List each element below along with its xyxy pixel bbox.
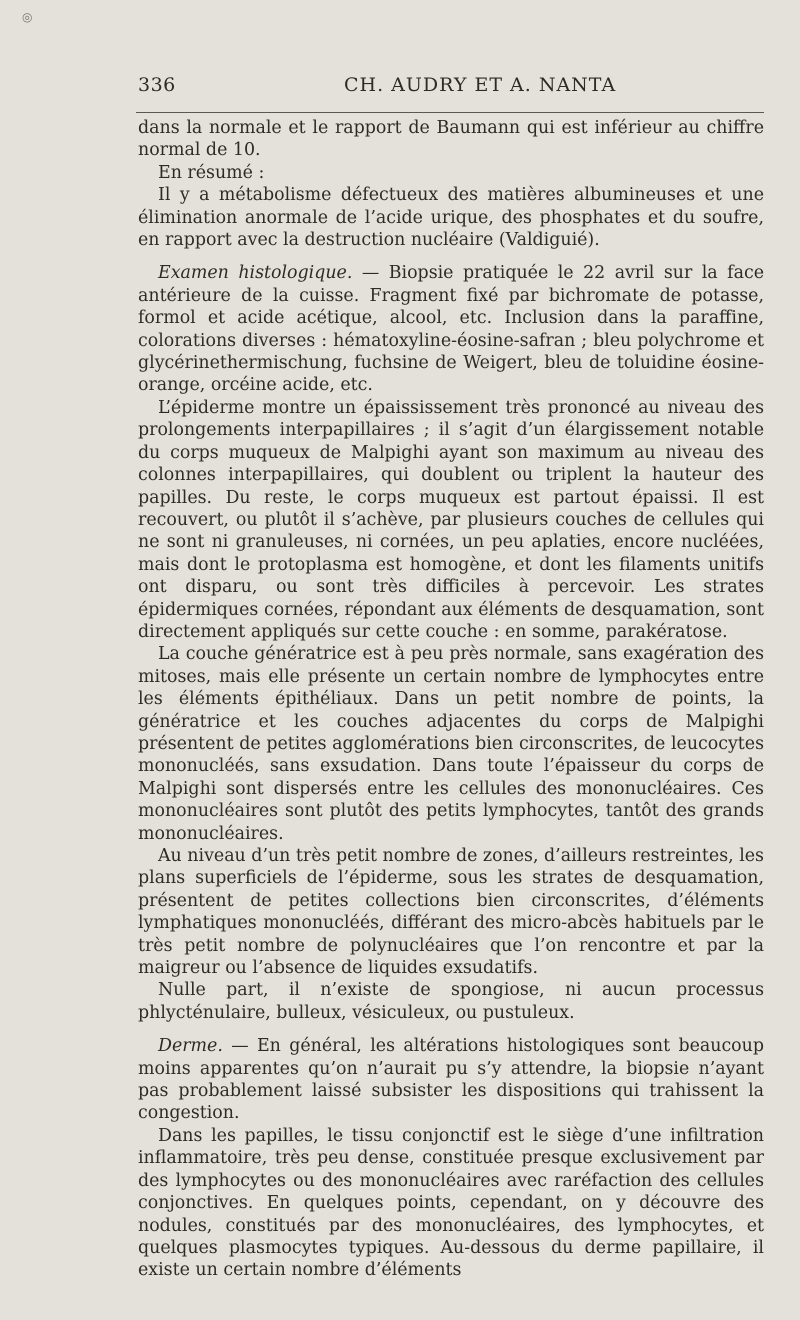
page-number: 336 — [138, 74, 176, 96]
paragraph-summary: Il y a métabolisme défectueux des matières albumineuses et une élimination anormale de l’acide urique, des phosphates et du soufre, en rapport avec la destruction nucléaire (Valdiguié). — [138, 185, 764, 251]
running-head: CH. AUDRY ET A. NANTA — [344, 74, 617, 96]
paragraph-no-spongiosis: Nulle part, il n’existe de spongiose, ni aucun processus phlycténulaire, bulleux, vésiculeux, ou pustuleux. — [138, 980, 764, 1023]
paragraph-summary-heading: En résumé : — [158, 162, 265, 183]
scan-ring-mark: ◎ — [22, 10, 33, 24]
header-rule — [136, 112, 764, 113]
histology-text: — Biopsie pratiquée le 22 avril sur la face antérieure de la cuisse. Fragment fixé par bichromate de potasse, formol et acide acétique, alcool, etc. Inclusion dans la paraffine, colorations diverses : hématoxyline-éosine-safran ; bleu polychrome et glycérinethermischung, fuchsine de Weigert, bleu de toluidine éosine-orange, orcéine acide, etc. — [138, 263, 764, 396]
body-text — [138, 117, 764, 1282]
paragraph-papillae: Dans les papilles, le tissu conjonctif est le siège d’une infiltration inflammatoire, très peu dense, constituée presque exclusivement par des lymphocytes ou des mononucléaires avec raréfaction des cellules conjonctives. En quelques points, cependant, on y découvre des nodules, constitués par des mononucléaires, des lymphocytes, et quelques plasmocytes typiques. Au-dessous du derme papillaire, il existe un certain nombre d’éléments — [138, 1125, 764, 1281]
dermis-text: — En général, les altérations histologiques sont beaucoup moins apparentes qu’on n’aurait pu s’y attendre, la biopsie n’ayant pas probablement laissé subsister les dispositions qui trahissent la congestion. — [138, 1036, 764, 1124]
paragraph-histology-exam — [138, 262, 764, 396]
paragraph-superficial-planes: Au niveau d’un très petit nombre de zones, d’ailleurs restreintes, les plans superficiels de l’épiderme, sous les strates de desquamation, présentent de petites collections bien circonscrites, d’éléments lymphatiques mononucléés, différant des micro-abcès habituels par le très petit nombre de polynucléaires que l’on rencontre et par la maigreur ou l’absence de liquides exsudatifs. — [138, 846, 764, 979]
paragraph-continuation: dans la normale et le rapport de Baumann qui est inférieur au chiffre normal de 10. — [138, 118, 764, 161]
page-header — [138, 74, 764, 98]
section-label-histology: Examen histologique. — [158, 263, 353, 284]
paragraph-epidermis: L’épiderme montre un épaississement très prononcé au niveau des prolongements interpapillaires ; il s’agit d’un élargissement notable du corps muqueux de Malpighi ayant son maximum au niveau des colonnes interpapillaires, qui doublent ou triplent la hauteur des papilles. Du reste, le corps muqueux est partout épaissi. Il est recouvert, ou plutôt il s’achève, par plusieurs couches de cellules qui ne sont ni granuleuses, ni cornées, un peu aplaties, encore nucléées, mais dont le protoplasma est homogène, et dont les filaments unitifs ont disparu, ou sont très difficiles à percevoir. Les strates épidermiques cornées, répondant aux éléments de desquamation, sont directement appliqués sur cette couche : en somme, parakératose. — [138, 397, 764, 642]
paragraph-dermis — [138, 1035, 764, 1125]
paragraph-generative-layer: La couche génératrice est à peu près normale, sans exagération des mitoses, mais elle présente un certain nombre de lymphocytes entre les éléments épithéliaux. Dans un petit nombre de points, la génératrice et les couches adjacentes du corps de Malpighi présentent de petites agglomérations bien circonscrites, de leucocytes mononucléés, sans exsudation. Dans toute l’épaisseur du corps de Malpighi sont dispersés entre les cellules des mononucléaires. Ces mononucléaires sont plutôt des petits lymphocytes, tantôt des grands mononucléaires. — [138, 644, 764, 844]
section-label-dermis: Derme. — [158, 1036, 223, 1057]
